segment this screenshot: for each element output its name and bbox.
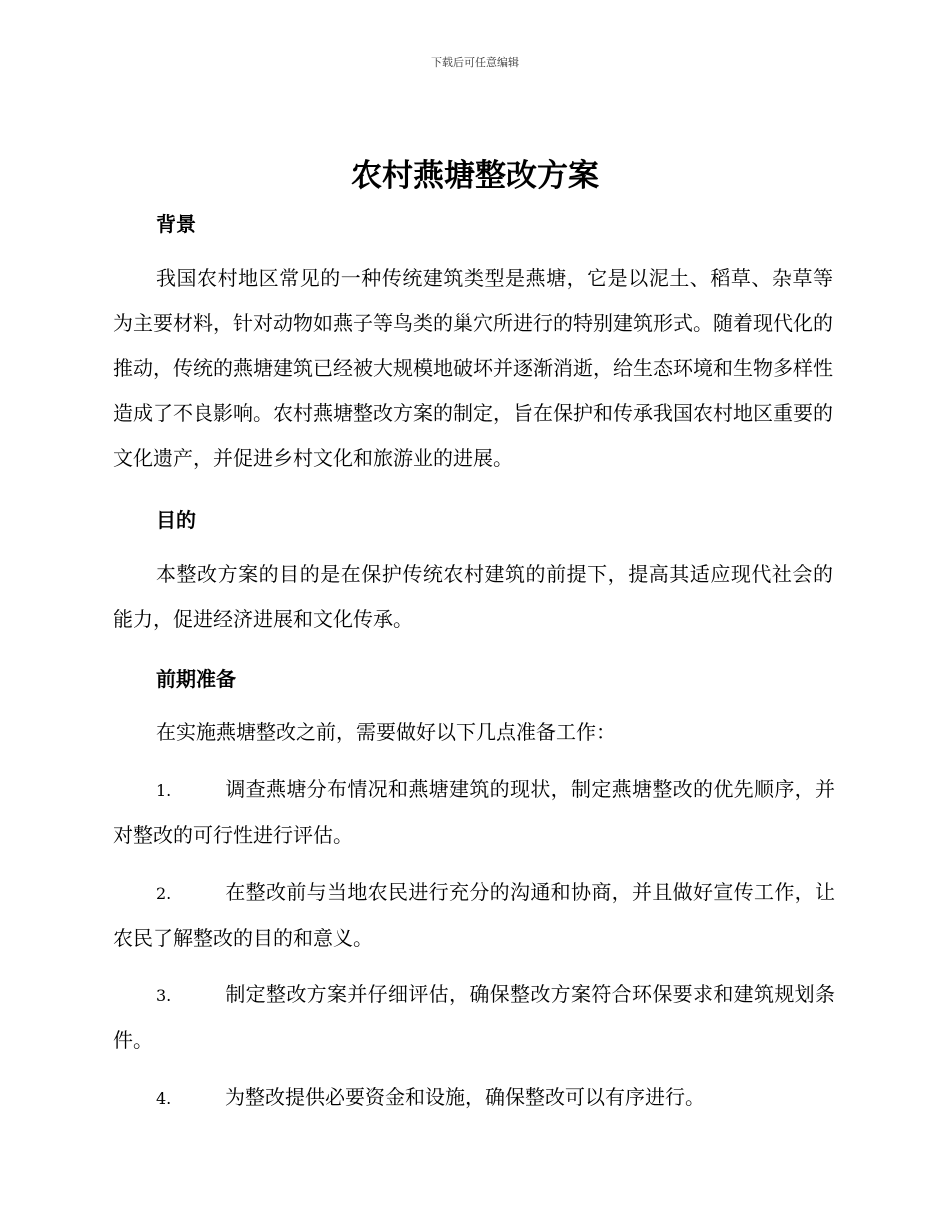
list-item xyxy=(113,870,835,961)
list-item xyxy=(113,1075,835,1121)
section-heading-purpose: 目的 xyxy=(156,508,196,532)
section-heading-background: 背景 xyxy=(156,212,196,236)
list-item-number: 1. xyxy=(156,781,172,800)
list-item-number: 2. xyxy=(156,884,172,903)
list-item-text: 调查燕塘分布情况和燕塘建筑的现状，制定燕塘整改的优先顺序，并对整改的可行性进行评估。 xyxy=(113,777,835,847)
list-item xyxy=(113,767,835,858)
paragraph-preparation-intro: 在实施燕塘整改之前，需要做好以下几点准备工作： xyxy=(156,720,616,744)
paragraph-background: 我国农村地区常见的一种传统建筑类型是燕塘，它是以泥土、稻草、杂草等为主要材料，针对动物如燕子等鸟类的巢穴所进行的特别建筑形式。随着现代化的推动，传统的燕塘建筑已经被大规模地破坏并逐渐消逝，给生态环境和生物多样性造成了不良影响。农村燕塘整改方案的制定，旨在保护和传承我国农村地区重要的文化遗产，并促进乡村文化和旅游业的进展。 xyxy=(113,266,833,470)
list-item-text: 在整改前与当地农民进行充分的沟通和协商，并且做好宣传工作，让农民了解整改的目的和意义。 xyxy=(113,880,835,950)
list-item-number: 4. xyxy=(156,1089,172,1108)
list-item-text: 为整改提供必要资金和设施，确保整改可以有序进行。 xyxy=(225,1085,705,1109)
paragraph-purpose: 本整改方案的目的是在保护传统农村建筑的前提下，提高其适应现代社会的能力，促进经济进展和文化传承。 xyxy=(113,562,833,631)
list-item-text: 制定整改方案并仔细评估，确保整改方案符合环保要求和建筑规划条件。 xyxy=(113,982,835,1052)
document-title: 农村燕塘整改方案 xyxy=(351,158,599,194)
section-heading-preparation: 前期准备 xyxy=(156,667,236,691)
page-header-note: 下载后可任意编辑 xyxy=(431,56,519,69)
list-item xyxy=(113,972,835,1063)
list-item-number: 3. xyxy=(156,986,172,1005)
